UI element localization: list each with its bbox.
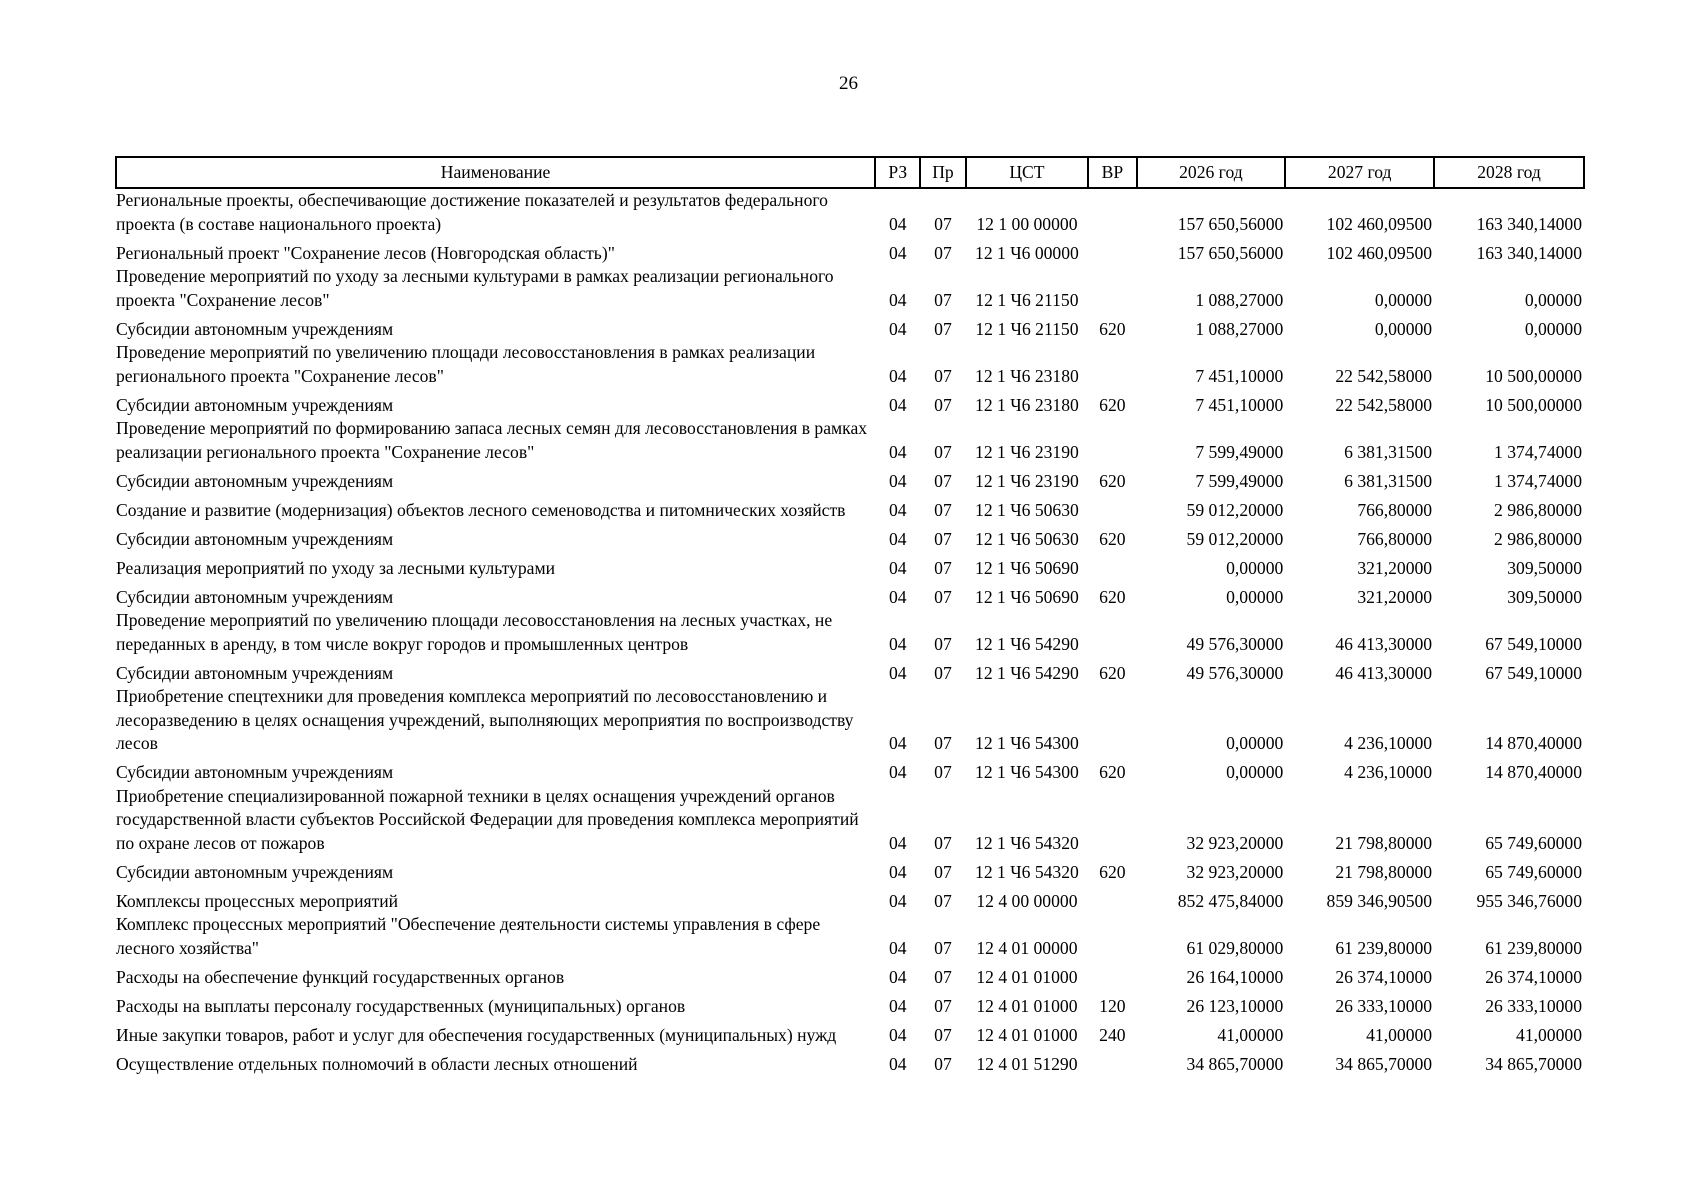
row-cst: 12 1 Ч6 50690 [975,557,1079,578]
row-name: Иные закупки товаров, работ и услуг для обеспечения государственных (муниципальных) нужд [116,1024,837,1045]
row-vr [1088,236,1136,265]
row-value-2026: 59 012,20000 [1186,528,1284,549]
table-row [116,417,1584,464]
row-pr: 07 [934,441,952,462]
row-rz: 04 [888,213,907,234]
row-name: Субсидии автономным учреждениям [116,470,394,491]
table-row [116,884,1584,913]
header-cst: ЦСТ [966,157,1089,188]
table-row [116,756,1584,785]
row-value-2027: 22 542,58000 [1335,394,1433,415]
row-value-2026: 157 650,56000 [1177,213,1284,234]
header-year-2028: 2028 год [1434,157,1584,188]
row-value-2028: 26 374,10000 [1485,966,1582,987]
row-vr [1088,785,1136,856]
row-rz: 04 [888,1053,907,1074]
table-row [116,522,1584,551]
row-name: Расходы на обеспечение функций государственных органов [116,966,565,987]
row-value-2027: 102 460,09500 [1326,242,1433,263]
row-cst: 12 1 Ч6 54290 [975,662,1079,683]
row-vr [1088,188,1136,236]
row-pr: 07 [934,557,952,578]
row-pr: 07 [934,470,952,491]
row-value-2028: 10 500,00000 [1485,394,1582,415]
row-value-2027: 0,00000 [1374,289,1433,310]
row-rz: 04 [888,242,907,263]
table-body [116,188,1584,1076]
row-pr: 07 [934,832,952,853]
row-vr: 620 [1099,762,1126,782]
row-pr: 07 [934,213,952,234]
header-rz: РЗ [875,157,920,188]
row-pr: 07 [934,528,952,549]
row-rz: 04 [888,733,907,753]
row-pr: 07 [934,365,952,386]
row-vr: 620 [1099,394,1126,415]
row-vr [1088,265,1136,312]
row-value-2026: 852 475,84000 [1177,890,1284,911]
table-row [116,960,1584,989]
table-row [116,1018,1584,1047]
table-row [116,464,1584,493]
table-row [116,855,1584,884]
row-pr: 07 [934,318,952,339]
row-cst: 12 1 Ч6 54300 [975,762,1079,782]
row-pr: 07 [934,890,952,911]
row-vr [1088,1047,1136,1076]
table-row [116,236,1584,265]
row-value-2026: 157 650,56000 [1177,242,1284,263]
row-value-2027: 34 865,70000 [1335,1053,1433,1074]
row-value-2027: 859 346,90500 [1326,890,1433,911]
row-rz: 04 [888,1024,907,1045]
row-name: Субсидии автономным учреждениям [116,528,394,549]
table-row [116,609,1584,656]
row-value-2027: 6 381,31500 [1344,470,1433,491]
table-row [116,312,1584,341]
row-name: Субсидии автономным учреждениям [116,394,394,415]
row-cst: 12 4 01 01000 [976,966,1078,987]
row-value-2028: 65 749,60000 [1485,861,1582,882]
row-rz: 04 [888,633,907,654]
table-row [116,913,1584,960]
budget-table [115,156,1585,1076]
row-name: Проведение мероприятий по увеличению площади лесовосстановления в рамках реализации регионального проекта "Сохранение лесов" [116,342,816,386]
row-value-2028: 0,00000 [1524,289,1582,310]
row-vr: 620 [1099,318,1126,339]
row-pr: 07 [934,1024,952,1045]
row-rz: 04 [888,861,907,882]
row-value-2028: 34 865,70000 [1485,1053,1582,1074]
row-cst: 12 4 01 01000 [976,995,1078,1016]
row-cst: 12 1 Ч6 54290 [975,633,1079,654]
row-pr: 07 [934,733,952,753]
row-value-2028: 14 870,40000 [1485,762,1582,782]
row-value-2026: 1 088,27000 [1195,318,1284,339]
row-cst: 12 1 Ч6 50630 [975,528,1079,549]
row-value-2027: 26 374,10000 [1335,966,1433,987]
table-row [116,685,1584,756]
row-vr [1088,960,1136,989]
row-name: Субсидии автономным учреждениям [116,762,394,782]
row-vr [1088,685,1136,756]
row-pr: 07 [934,995,952,1016]
row-name: Комплексы процессных мероприятий [116,890,399,911]
row-value-2027: 6 381,31500 [1344,441,1433,462]
row-value-2028: 2 986,80000 [1494,499,1582,520]
row-pr: 07 [934,586,952,607]
row-value-2028: 67 549,10000 [1485,662,1582,683]
row-value-2028: 41,00000 [1516,1024,1582,1045]
row-pr: 07 [934,662,952,683]
page-number: 26 [839,73,858,94]
table-row [116,989,1584,1018]
table-row [116,656,1584,685]
row-rz: 04 [888,832,907,853]
row-cst: 12 1 Ч6 21150 [975,289,1079,310]
row-value-2027: 0,00000 [1374,318,1433,339]
row-name: Реализация мероприятий по уходу за лесными культурами [116,557,556,578]
row-value-2026: 7 599,49000 [1195,470,1284,491]
row-rz: 04 [888,470,907,491]
row-vr: 620 [1099,470,1126,491]
row-vr: 620 [1099,662,1126,683]
row-cst: 12 1 Ч6 50630 [975,499,1079,520]
row-rz: 04 [888,289,907,310]
row-pr: 07 [934,289,952,310]
row-name: Региональные проекты, обеспечивающие достижение показателей и результатов федерального проекта (в составе национального проекта) [116,190,828,234]
row-pr: 07 [934,937,952,958]
table-row [116,188,1584,236]
row-value-2026: 7 451,10000 [1195,365,1284,386]
row-value-2027: 26 333,10000 [1335,995,1433,1016]
row-cst: 12 1 Ч6 23180 [975,365,1079,386]
row-value-2028: 65 749,60000 [1485,832,1582,853]
row-value-2028: 10 500,00000 [1485,365,1582,386]
row-value-2026: 61 029,80000 [1186,937,1284,958]
row-value-2026: 26 164,10000 [1186,966,1284,987]
row-rz: 04 [888,586,907,607]
row-value-2027: 4 236,10000 [1344,733,1433,753]
row-pr: 07 [934,242,952,263]
row-value-2028: 61 239,80000 [1485,937,1582,958]
row-value-2027: 321,20000 [1357,557,1433,578]
row-cst: 12 1 Ч6 50690 [975,586,1079,607]
row-value-2028: 2 986,80000 [1494,528,1582,549]
row-rz: 04 [888,966,907,987]
row-value-2027: 46 413,30000 [1335,633,1433,654]
row-rz: 04 [888,937,907,958]
row-vr: 620 [1099,528,1126,549]
row-rz: 04 [888,662,907,683]
row-value-2026: 7 451,10000 [1195,394,1284,415]
row-vr: 120 [1099,995,1126,1016]
row-value-2028: 309,50000 [1507,586,1582,607]
row-pr: 07 [934,633,952,654]
row-rz: 04 [888,441,907,462]
row-rz: 04 [888,995,907,1016]
row-cst: 12 1 Ч6 23190 [975,470,1079,491]
table-row [116,493,1584,522]
row-name: Проведение мероприятий по уходу за лесными культурами в рамках реализации регионального проекта "Сохранение лесов" [116,266,834,310]
row-value-2027: 21 798,80000 [1335,861,1433,882]
row-value-2027: 766,80000 [1357,528,1433,549]
row-value-2026: 32 923,20000 [1186,861,1284,882]
row-value-2026: 32 923,20000 [1186,832,1284,853]
row-value-2026: 49 576,30000 [1186,662,1284,683]
row-name: Региональный проект "Сохранение лесов (Новгородская область)" [116,242,615,263]
row-vr: 240 [1099,1024,1126,1045]
row-value-2028: 1 374,74000 [1494,470,1582,491]
row-cst: 12 1 Ч6 54320 [975,861,1079,882]
row-value-2028: 309,50000 [1507,557,1582,578]
row-vr: 620 [1099,586,1126,607]
row-value-2028: 0,00000 [1524,318,1582,339]
row-pr: 07 [934,394,952,415]
row-value-2027: 4 236,10000 [1344,762,1433,782]
row-name: Комплекс процессных мероприятий "Обеспечение деятельности системы управления в сфере лесного хозяйства" [116,914,821,958]
row-name: Приобретение спецтехники для проведения комплекса мероприятий по лесовосстановлению и лесоразведению в целях оснащения учреждений, выполняющих мероприятия по воспроизводству лесов [116,686,854,753]
row-rz: 04 [888,394,907,415]
row-vr [1088,341,1136,388]
row-cst: 12 4 01 51290 [976,1053,1078,1074]
row-name: Расходы на выплаты персоналу государственных (муниципальных) органов [116,995,686,1016]
row-rz: 04 [888,890,907,911]
row-value-2026: 7 599,49000 [1195,441,1284,462]
row-pr: 07 [934,861,952,882]
row-value-2027: 61 239,80000 [1335,937,1433,958]
row-vr [1088,609,1136,656]
row-value-2026: 0,00000 [1226,762,1284,782]
row-cst: 12 4 00 00000 [976,890,1078,911]
row-pr: 07 [934,762,952,782]
row-pr: 07 [934,966,952,987]
row-vr [1088,913,1136,960]
row-cst: 12 1 Ч6 23190 [975,441,1079,462]
row-value-2026: 0,00000 [1226,733,1284,753]
row-name: Проведение мероприятий по увеличению площади лесовосстановления на лесных участках, не переданных в аренду, в том числе вокруг городов и промышленных центров [116,610,833,654]
row-vr [1088,493,1136,522]
table-row [116,551,1584,580]
row-value-2027: 21 798,80000 [1335,832,1433,853]
row-name: Субсидии автономным учреждениям [116,662,394,683]
row-vr [1088,551,1136,580]
row-cst: 12 4 01 00000 [976,937,1078,958]
row-value-2027: 41,00000 [1366,1024,1433,1045]
row-cst: 12 1 Ч6 23180 [975,394,1079,415]
row-cst: 12 1 00 00000 [976,213,1078,234]
row-name: Осуществление отдельных полномочий в области лесных отношений [116,1053,638,1074]
row-value-2026: 41,00000 [1217,1024,1284,1045]
row-rz: 04 [888,318,907,339]
row-cst: 12 1 Ч6 00000 [975,242,1079,263]
row-value-2026: 59 012,20000 [1186,499,1284,520]
row-value-2027: 766,80000 [1357,499,1433,520]
row-cst: 12 4 01 01000 [976,1024,1078,1045]
row-vr [1088,417,1136,464]
row-cst: 12 1 Ч6 54300 [975,733,1079,753]
header-pr: Пр [920,157,965,188]
row-value-2027: 321,20000 [1357,586,1433,607]
row-rz: 04 [888,557,907,578]
header-year-2026: 2026 год [1137,157,1286,188]
row-rz: 04 [888,762,907,782]
row-vr [1088,884,1136,913]
row-pr: 07 [934,1053,952,1074]
row-rz: 04 [888,528,907,549]
row-vr: 620 [1099,861,1126,882]
row-name: Субсидии автономным учреждениям [116,318,394,339]
table-row [116,785,1584,856]
row-value-2027: 46 413,30000 [1335,662,1433,683]
row-value-2026: 26 123,10000 [1186,995,1284,1016]
row-value-2028: 955 346,76000 [1476,890,1582,911]
row-value-2028: 67 549,10000 [1485,633,1582,654]
table-header-row [116,157,1584,188]
table-row [116,580,1584,609]
row-pr: 07 [934,499,952,520]
row-value-2026: 49 576,30000 [1186,633,1284,654]
row-value-2028: 163 340,14000 [1476,242,1582,263]
table-row [116,265,1584,312]
row-name: Проведение мероприятий по формированию запаса лесных семян для лесовосстановления в рамках реализации регионального проекта "Сохранение лесов" [116,418,868,462]
table-row [116,341,1584,388]
row-value-2026: 34 865,70000 [1186,1053,1284,1074]
row-value-2026: 1 088,27000 [1195,289,1284,310]
row-name: Субсидии автономным учреждениям [116,586,394,607]
row-rz: 04 [888,499,907,520]
row-value-2028: 26 333,10000 [1485,995,1582,1016]
table-row [116,1047,1584,1076]
row-value-2028: 163 340,14000 [1476,213,1582,234]
row-cst: 12 1 Ч6 21150 [975,318,1079,339]
table-row [116,388,1584,417]
row-name: Создание и развитие (модернизация) объектов лесного семеноводства и питомнических хозяйств [116,499,846,520]
header-year-2027: 2027 год [1285,157,1434,188]
row-name: Субсидии автономным учреждениям [116,861,394,882]
row-name: Приобретение специализированной пожарной техники в целях оснащения учреждений органов государственной власти субъектов Российской Федерации для проведения комплекса мероприятий по охране лесов от пожаров [116,785,859,853]
row-value-2027: 22 542,58000 [1335,365,1433,386]
row-value-2026: 0,00000 [1226,586,1284,607]
row-value-2028: 1 374,74000 [1494,441,1582,462]
header-name: Наименование [116,157,875,188]
row-value-2028: 14 870,40000 [1485,733,1582,753]
row-rz: 04 [888,365,907,386]
row-value-2027: 102 460,09500 [1326,213,1433,234]
header-vr: ВР [1088,157,1136,188]
row-value-2026: 0,00000 [1226,557,1284,578]
row-cst: 12 1 Ч6 54320 [975,832,1079,853]
